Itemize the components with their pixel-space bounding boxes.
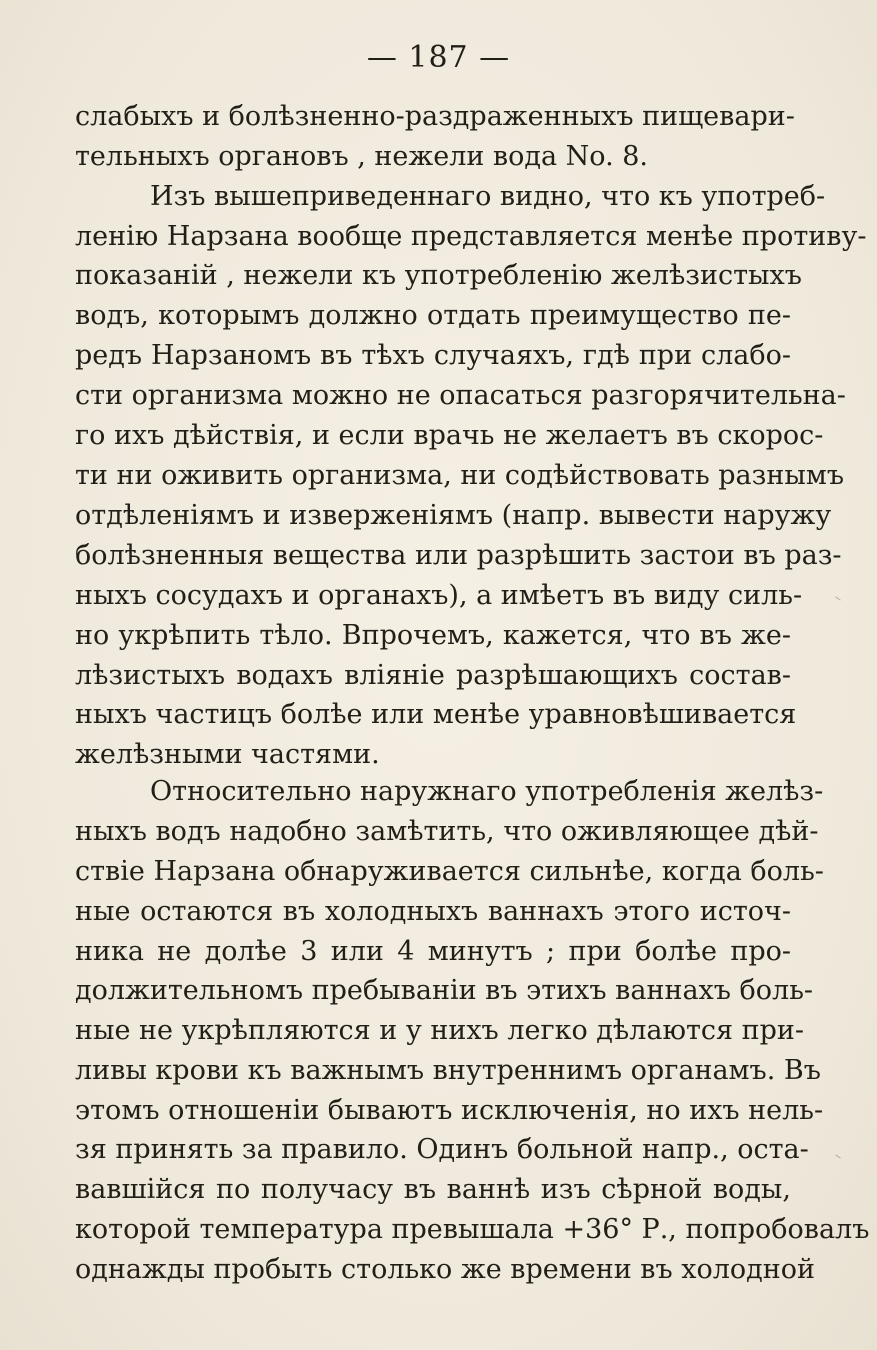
text-line: этомъ отношеніи бываютъ исключенія, но ихъ нель- bbox=[75, 1095, 824, 1126]
text-line: ные остаются въ холодныхъ ваннахъ этого источ- bbox=[75, 896, 791, 927]
text-line: но укрѣпить тѣло. Впрочемъ, кажется, что въ же- bbox=[75, 620, 791, 651]
text-line: сти организма можно не опасаться разгорячительна- bbox=[75, 380, 846, 411]
text-line: болѣзненныя вещества или разрѣшить застои въ раз- bbox=[75, 540, 842, 571]
text-line: ливы крови къ важнымъ внутреннимъ органамъ. Въ bbox=[75, 1055, 821, 1086]
text-line: однажды пробыть столько же времени въ холодной bbox=[75, 1254, 816, 1285]
paper-speck bbox=[835, 596, 840, 600]
text-line: редъ Нарзаномъ въ тѣхъ случаяхъ, гдѣ при слабо- bbox=[75, 340, 791, 371]
text-line: ныхъ сосудахъ и органахъ), а имѣетъ въ виду силь- bbox=[75, 580, 803, 611]
text-line: ные не укрѣпляются и у нихъ легко дѣлаются при- bbox=[75, 1015, 805, 1046]
text-line: ныхъ частицъ болѣе или менѣе уравновѣшивается bbox=[75, 699, 797, 730]
text-line: желѣзными частями. bbox=[75, 739, 380, 770]
text-line: ти ни оживить организма, ни содѣйствовать разнымъ bbox=[75, 460, 845, 491]
text-line: ствіе Нарзана обнаруживается сильнѣе, когда боль- bbox=[75, 856, 824, 887]
text-line: го ихъ дѣйствія, и если врачь не желаетъ въ скорос- bbox=[75, 420, 824, 451]
text-line: показаній , нежели къ употребленію желѣзистыхъ bbox=[75, 260, 802, 291]
paragraph-start-line: Относительно наружнаго употребленія желѣз- bbox=[150, 776, 824, 807]
paragraph-start-line: Изъ вышеприведеннаго видно, что къ употреб- bbox=[150, 181, 826, 212]
text-line: слабыхъ и болѣзненно-раздраженныхъ пищевари- bbox=[75, 101, 795, 132]
text-line: тельныхъ органовъ , нежели вода No. 8. bbox=[75, 141, 649, 172]
page-number: — 187 — bbox=[366, 40, 511, 75]
text-line: лѣзистыхъ водахъ вліяніе разрѣшающихъ состав- bbox=[75, 660, 791, 691]
text-line: ныхъ водъ надобно замѣтить, что оживляющее дѣй- bbox=[75, 816, 819, 847]
paper-speck bbox=[835, 1154, 840, 1158]
text-line: водъ, которымъ должно отдать преимущество пе- bbox=[75, 300, 791, 331]
text-line: вавшійся по получасу въ ваннѣ изъ сѣрной воды, bbox=[75, 1174, 791, 1205]
text-line: ленію Нарзана вообще представляется менѣе противу- bbox=[75, 221, 867, 252]
text-line: которой температура превышала +36° Р., попробовалъ bbox=[75, 1214, 870, 1245]
text-line: зя принять за правило. Одинъ больной напр., оста- bbox=[75, 1134, 809, 1165]
text-line: отдѣленіямъ и изверженіямъ (напр. вывести наружу bbox=[75, 500, 832, 531]
text-line: должительномъ пребываніи въ этихъ ваннахъ боль- bbox=[75, 975, 814, 1006]
text-line: ника не долѣе 3 или 4 минутъ ; при болѣе про- bbox=[75, 936, 791, 967]
